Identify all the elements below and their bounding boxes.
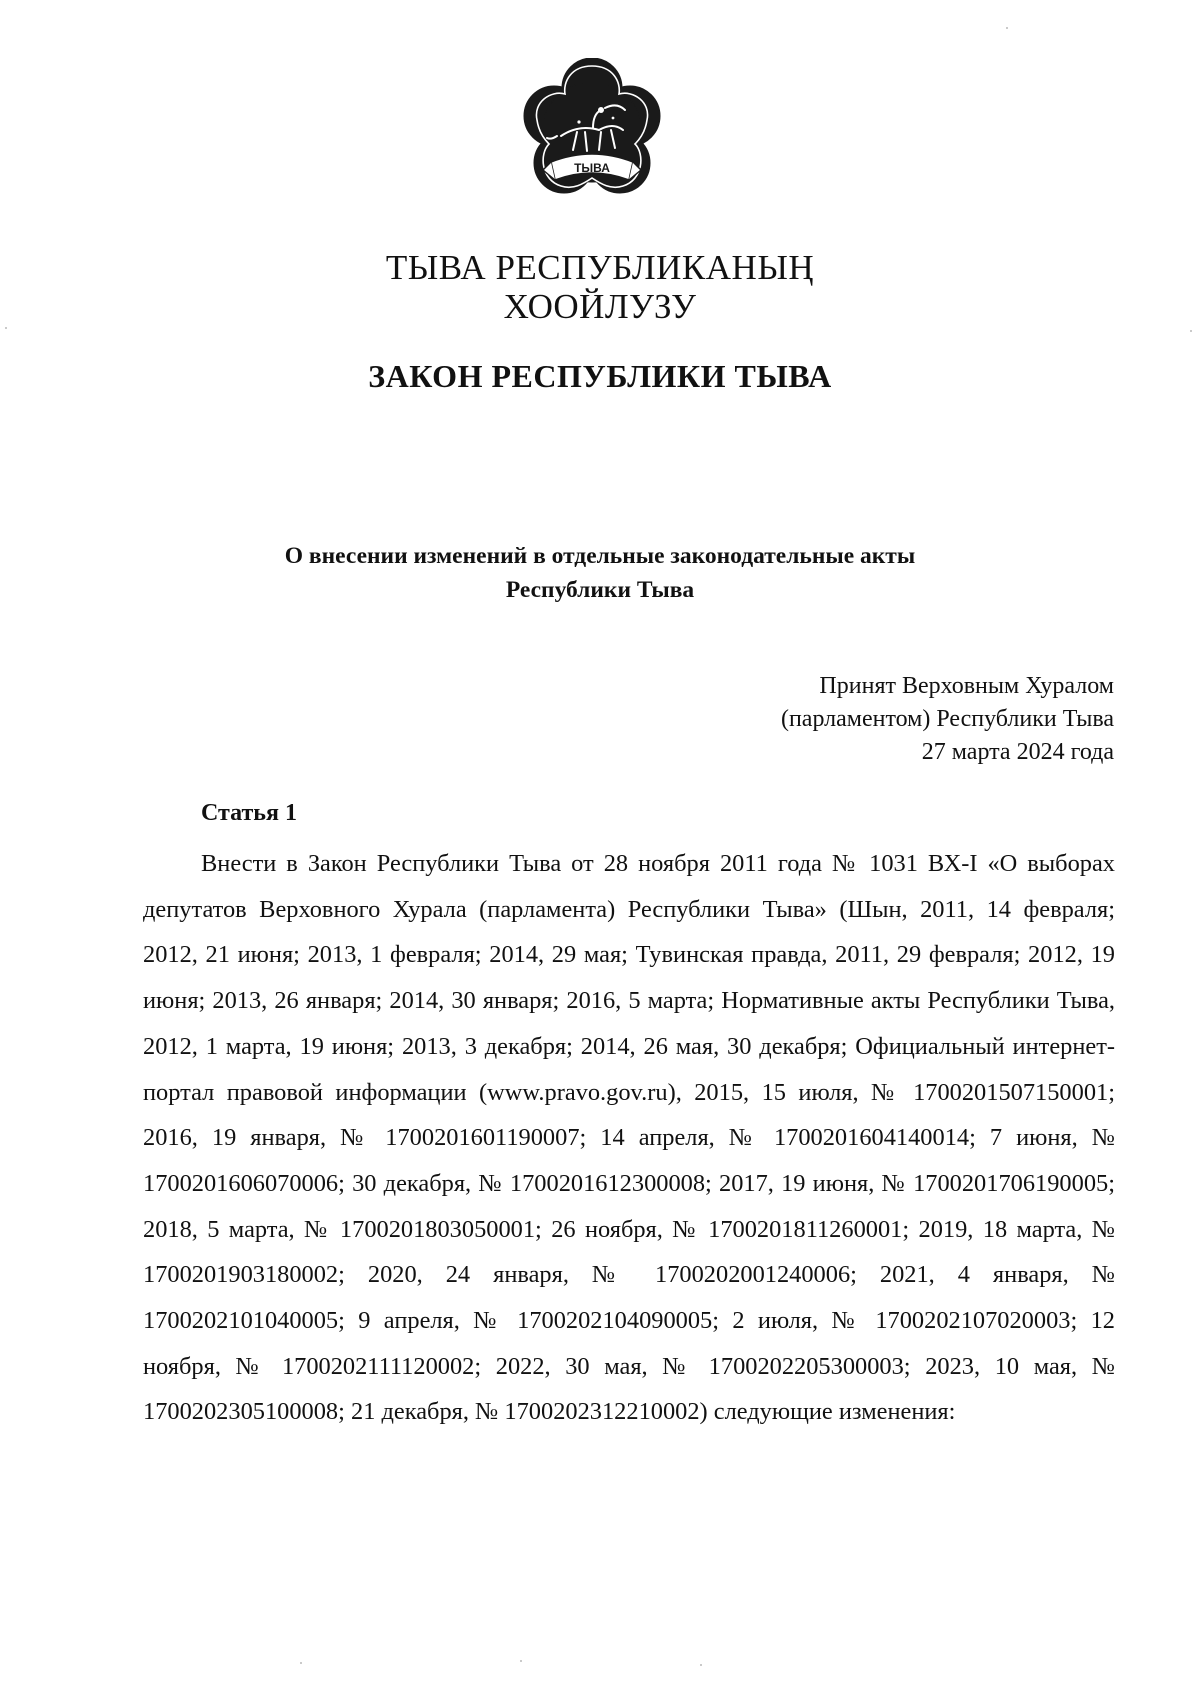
article-body-paragraph: Внести в Закон Республики Тыва от 28 ноября 2011 года № 1031 ВХ-I «О выборах депутатов Верховного Хурала (парламента) Республики Тыва» (Шын, 2011, 14 февраля; 2012, 21 июня; 2013, 1 февраля; 2014, 29 мая; Тувинская правда, 2011, 29 февраля; 2012, 19 июня; 2013, 26 января; 2014, 30 января; 2016, 5 марта; Нормативные акты Республики Тыва, 2012, 1 марта, 19 июня; 2013, 3 декабря; 2014, 26 мая, 30 декабря; Официальный интернет-портал правовой информации (www.pravo.gov.ru), 2015, 15 июля, № 1700201507150001; 2016, 19 января, № 1700201601190007; 14 апреля, № 1700201604140014; 7 июня, № 1700201606070006; 30 декабря, № 1700201612300008; 2017, 19 июня, № 1700201706190005; 2018, 5 марта, № 1700201803050001; 26 ноября, № 1700201811260001; 2019, 18 марта, № 1700201903180002; 2020, 24 января, № 1700202001240006; 2021, 4 января, № 1700202101040005; 9 апреля, № 1700202104090005; 2 июля, № 1700202107020003; 12 ноября, № 1700202111120002; 2022, 30 мая, № 1700202205300003; 2023, 10 мая, № 1700202305100008; 21 декабря, № 1700202312210002) следующие изменения: <box>143 850 1115 1426</box>
adoption-line1: Принят Верховным Хуралом <box>819 673 1114 699</box>
article-heading: Статья 1 <box>201 800 297 826</box>
scan-speck <box>1190 330 1192 332</box>
russian-law-heading: ЗАКОН РЕСПУБЛИКИ ТЫВА <box>368 358 832 394</box>
adoption-line2: (парламентом) Республики Тыва <box>780 706 1114 732</box>
scan-speck <box>1006 27 1008 29</box>
title-line1: О внесении изменений в отдельные законодательные акты <box>284 543 916 569</box>
scan-speck <box>520 1660 522 1662</box>
adoption-note <box>781 670 1114 769</box>
scan-speck <box>300 1662 302 1664</box>
tuvan-law-heading <box>300 248 900 326</box>
scan-speck <box>700 1664 702 1666</box>
document-title <box>180 539 1020 607</box>
scan-speck <box>5 327 7 329</box>
tuva-coat-of-arms-icon <box>521 58 663 206</box>
svg-text:ТЫВА: ТЫВА <box>574 161 610 175</box>
title-line2: Республики Тыва <box>505 577 695 603</box>
adoption-date: 27 марта 2024 года <box>921 739 1114 765</box>
tuvan-heading-line1: ТЫВА РЕСПУБЛИКАНЫҢ <box>385 248 815 287</box>
tuvan-heading-line2: ХООЙЛУЗУ <box>503 287 697 326</box>
